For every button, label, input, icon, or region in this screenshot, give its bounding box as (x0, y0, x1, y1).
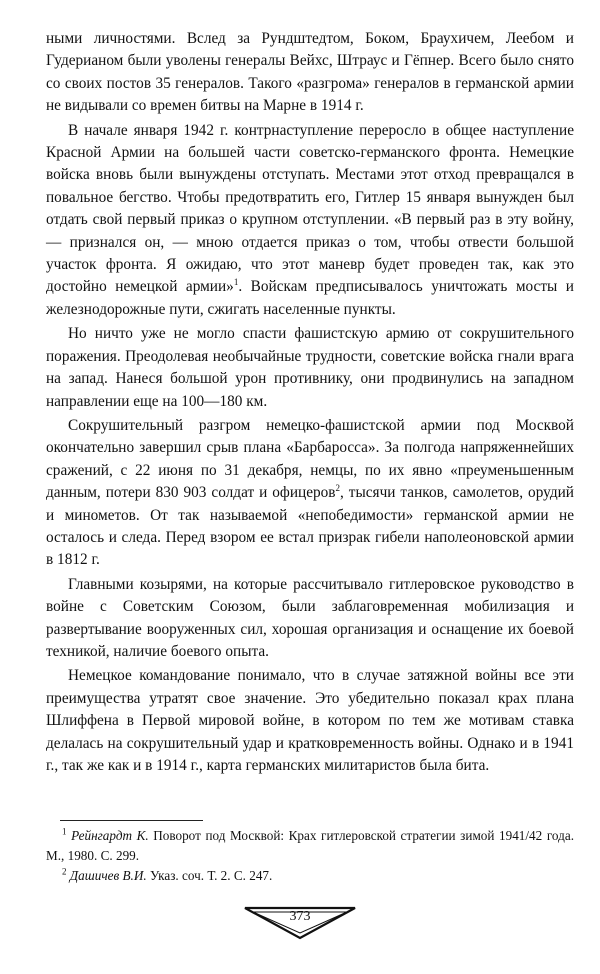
paragraph (46, 120, 574, 322)
page-number-ornament (243, 906, 357, 940)
footnote-divider (60, 820, 203, 821)
paragraph (46, 415, 574, 572)
paragraph: ными личностями. Вслед за Рундштедтом, Боком, Браухичем, Леебом и Гудерианом были уволены генералы Вейхс, Штраус и Гёпнер. Всего было снято со своих постов 35 генералов. Такого «разгрома» генералов в германской армии не видывали со времен битвы на Марне в 1914 г. (46, 30, 574, 115)
footnote-ref: 1 (233, 277, 239, 288)
paragraph: Немецкое командование понимало, что в случае затяжной войны все эти преимущества утратят свое значение. Это убедительно показал крах плана Шлиффена в Первой мировой войне, в котором по тем же мотивам ставка делалась на сокрушительный удар и кратковременность войны. Однако и в 1941 г., так же как и в 1914 г., карта германских милитаристов была бита. (46, 667, 574, 774)
page-number: 373 (289, 909, 311, 924)
paragraph: Но ничто уже не могло спасти фашистскую армию от сокрушительного поражения. Преодолевая необычайные трудности, советские войска гнали врага на запад. Нанеся большой урон противнику, они продвинулись на западном направлении еще на 100—180 км. (46, 325, 574, 410)
footnote (46, 826, 574, 866)
footnote (46, 866, 574, 886)
footnote-text: Поворот под Москвой: Крах гитлеровской стратегии зимой 1941/42 года. М., 1980. С. 299. (46, 828, 574, 863)
paragraph-text-tail: . Войскам предписывалось уничтожать мосты и железнодорожные пути, сжигать населенные пункты. (46, 278, 574, 318)
footnotes (46, 826, 574, 886)
paragraph-text: Сокрушительный разгром немецко-фашистской армии под Москвой окончательно завершил срыв плана «Барбаросса». За полгода напряженнейших сражений, с 22 июня по 31 декабря, немцы, по их явно «преуменьшенным данным, потери 830 903 солдат и офицеров (46, 416, 574, 502)
footnote-mark: 2 (62, 866, 67, 877)
footnote-ref: 2 (335, 483, 341, 494)
main-text (46, 28, 574, 777)
footnote-author: Рейнгардт К. (71, 828, 149, 843)
paragraph-text: В начале января 1942 г. контрнаступление переросло в общее наступление Красной Армии на большей части советско-германского фронта. Немецкие войска вновь были вынуждены отступать. Местами этот отход превращался в повальное бегство. Чтобы предотвратить его, Гитлер 15 января вынужден был отдать свой первый приказ о крупном отступлении. «В первый раз в эту войну, — признался он, — мною отдается приказ о том, чтобы отвести большой участок фронта. Я ожидаю, что этот маневр будет проведен так, как это достойно немецкой армии» (46, 121, 574, 296)
footnote-mark: 1 (62, 826, 67, 837)
footnote-text: Указ. соч. Т. 2. С. 247. (146, 868, 273, 883)
footnote-author: Дашичев В.И. (69, 868, 147, 883)
paragraph: Главными козырями, на которые рассчитывало гитлеровское руководство в войне с Советским Союзом, были заблаговременная мобилизация и развертывание вооруженных сил, хорошая организация и оснащение их боевой техникой, наличие боевого опыта. (46, 575, 574, 660)
paragraph-text-tail: , тысячи танков, самолетов, орудий и минометов. От так называемой «непобедимости» германской армии не осталось и следа. Перед взором ее встал призрак гибели наполеоновской армии в 1812 г. (46, 484, 574, 569)
